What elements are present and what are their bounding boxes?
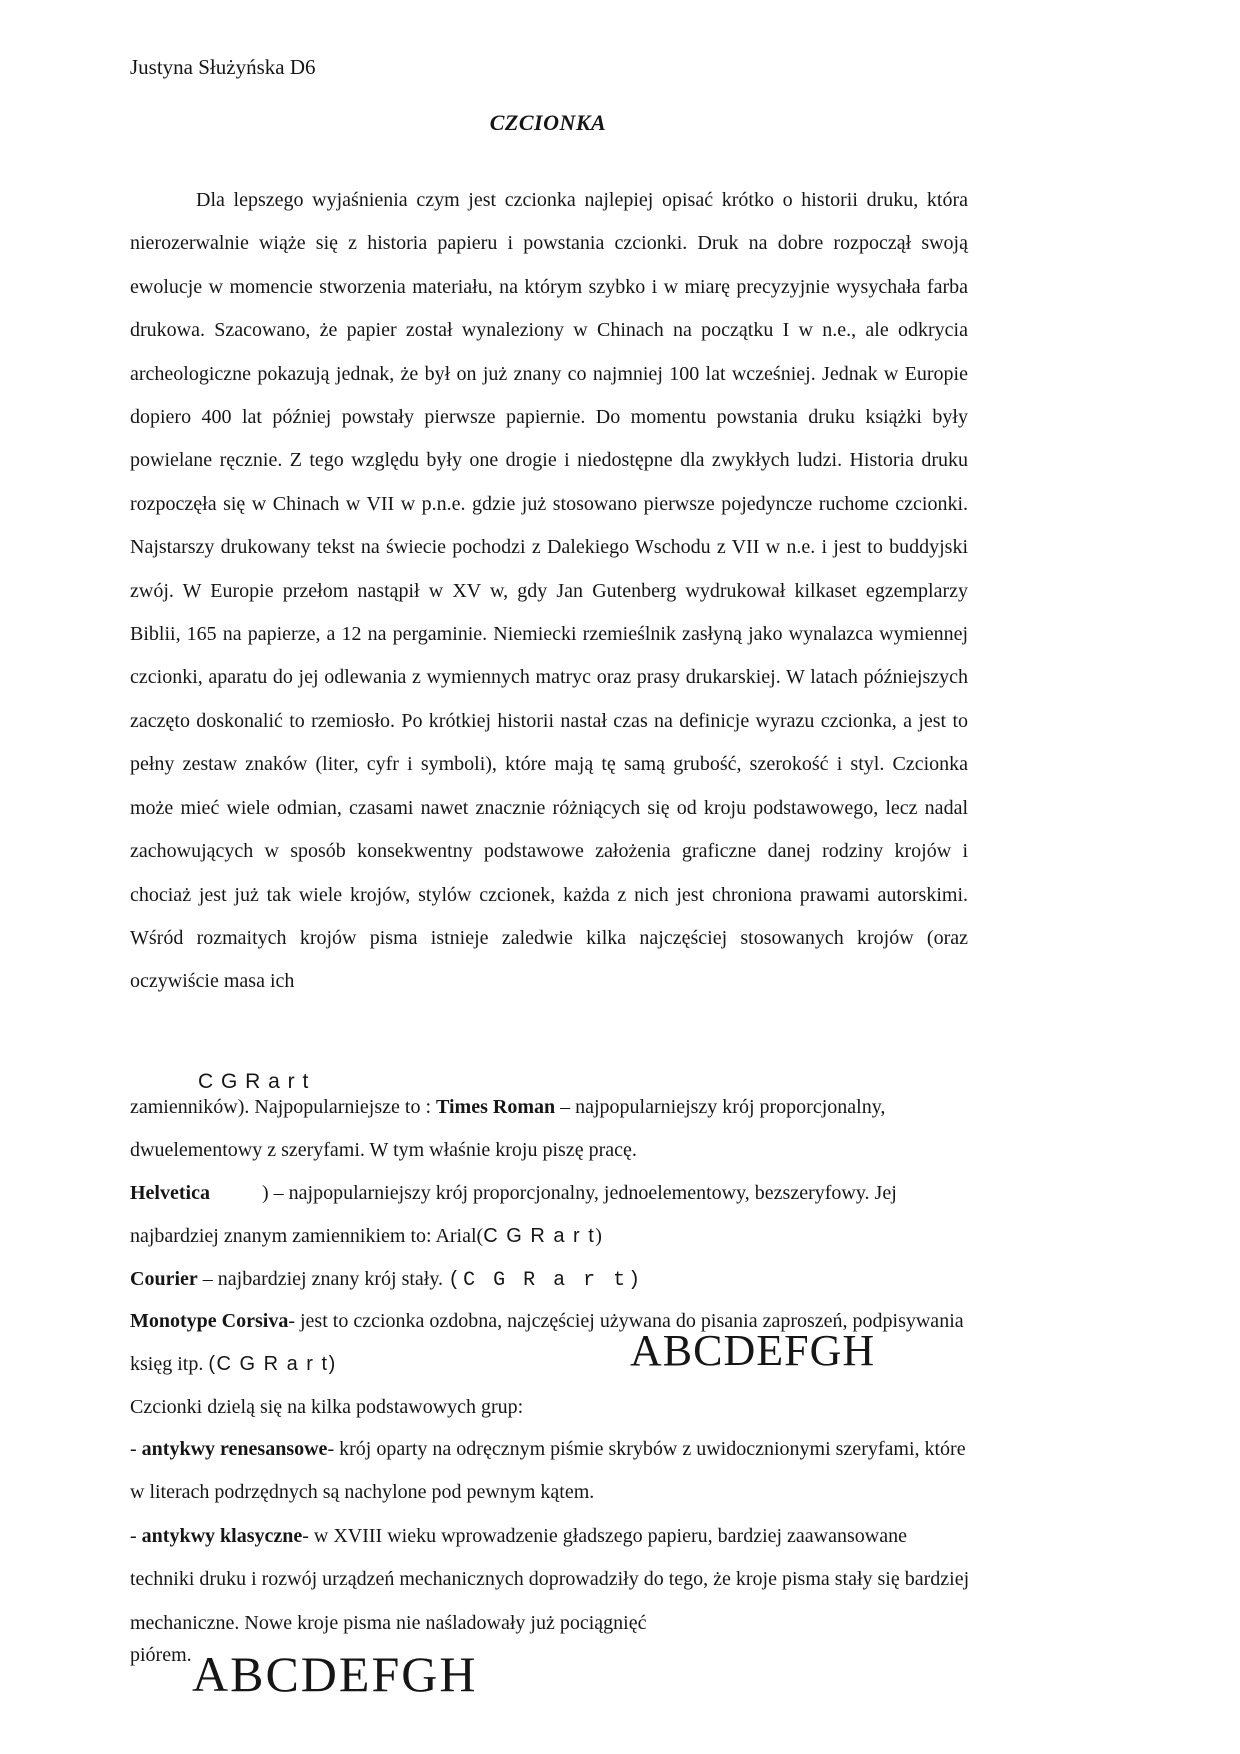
times-roman-entry <box>130 1070 970 1173</box>
group-name: antykwy klasyczne <box>141 1525 303 1547</box>
helvetica-description: ) – najpopularniejszy krój proporcjonalny, jednoelementowy, bezszeryfowy. Jej najbardziej znanym zamiennikiem to: Arial( <box>130 1182 897 1248</box>
arial-font-sample: C G R a r t <box>483 1225 596 1248</box>
intro-paragraph: Dla lepszego wyjaśnienia czym jest czcionka najlepiej opisać krótko o historii druku, która nierozerwalnie wiąże się z historia papieru i powstania czcionki. Druk na dobre rozpoczął swoją ewolucje w momencie stworzenia materiału, na którym szybko i w miarę precyzyjnie wysychała farba drukowa. Szacowano, że papier został wynaleziony w Chinach na początku I w n.e., ale odkrycia archeologiczne pokazują jednak, że był on już znany co najmniej 100 lat wcześniej. Jednak w Europie dopiero 400 lat później powstały pierwsze papiernie. Do momentu powstania druku książki były powielane ręcznie. Z tego względu były one drogie i niedostępne dla zwykłych ludzi. Historia druku rozpoczęła się w Chinach w VII w p.n.e. gdzie już stosowano pierwsze pojedyncze ruchome czcionki. Najstarszy drukowany tekst na świecie pochodzi z Dalekiego Wschodu z VII w n.e. i jest to buddyjski zwój. W Europie przełom nastąpił w XV w, gdy Jan Gutenberg wydrukował kilkaset egzemplarzy Biblii, 165 na papierze, a 12 na pergaminie. Niemiecki rzemieślnik zasłyną jako wynalazca wymiennej czcionki, aparatu do jej odlewania z wymiennych matryc oraz prasy drukarskiej. W latach późniejszych zaczęto doskonalić to rzemiosło. Po krótkiej historii nastał czas na definicje wyrazu czcionka, a jest to pełny zestaw znaków (liter, cyfr i symboli), które mają tę samą grubość, szerokość i styl. Czcionka może mieć wiele odmian, czasami nawet znacznie różniących się od kroju podstawowego, lecz nadal zachowujących w sposób konsekwentny podstawowe założenia graficzne danej rodziny krojów i chociaż jest już tak wiele krojów, stylów czcionek, każda z nich jest chroniona prawami autorskimi. Wśród rozmaitych krojów pisma istnieje zaledwie kilka najczęściej stosowanych krojów (oraz oczywiście masa ich <box>130 189 968 993</box>
times-roman-description: – najpopularniejszy krój proporcjonalny, dwuelementowy z szeryfami. W tym właśnie kroju piszę pracę. <box>130 1096 886 1162</box>
group-antykwy-klasyczne <box>130 1515 970 1645</box>
monotype-corsiva-font-sample: (C G R a r t) <box>208 1353 337 1376</box>
helvetica-entry <box>130 1172 970 1259</box>
final-word: piórem. <box>130 1644 192 1666</box>
group-description: - krój oparty na odręcznym piśmie skrybów z uwidocznionymi szeryfami, które w literach podrzędnych są nachylone pod pewnym kątem. <box>130 1438 966 1504</box>
times-roman-floating-sample: C G R a r t <box>198 1070 310 1093</box>
group-dash: - <box>130 1438 142 1460</box>
closing-alphabet-sample: ABCDEFGH <box>192 1646 478 1702</box>
font-groups-heading: Czcionki dzielą się na kilka podstawowych grup: <box>130 1396 524 1418</box>
group-antykwy-renesansowe <box>130 1428 970 1515</box>
helvetica-name: Helvetica <box>130 1182 210 1204</box>
courier-font-sample: (C G R a r t) <box>448 1269 644 1292</box>
courier-name: Courier <box>130 1268 198 1290</box>
courier-entry <box>130 1258 970 1302</box>
monotype-corsiva-description: - jest to czcionka ozdobna, najczęściej używana do pisania zaproszeń, podpisywania księg itp. <box>130 1310 964 1376</box>
group-name: antykwy renesansowe <box>141 1438 328 1460</box>
document-title: CZCIONKA <box>489 110 607 135</box>
helvetica-description-close: ) <box>595 1225 602 1248</box>
group-dash: - <box>130 1525 142 1547</box>
courier-description: – najbardziej znany krój stały. <box>197 1268 449 1290</box>
monotype-corsiva-name: Monotype Corsiva <box>130 1310 289 1332</box>
times-roman-lead-in: zamienników). Najpopularniejsze to : <box>130 1096 437 1118</box>
times-roman-name: Times Roman <box>436 1096 556 1118</box>
group-description: - w XVIII wieku wprowadzenie gładszego papieru, bardziej zaawansowane techniki druku i rozwój urządzeń mechanicznych doprowadziły do tego, że kroje pisma stały się bardziej mechaniczne. Nowe kroje pisma nie naśladowały już pociągnięć <box>130 1525 970 1634</box>
alphabet-sample-serif: ABCDEFGH <box>630 1326 876 1375</box>
author-line: Justyna Służyńska D6 <box>130 55 316 79</box>
